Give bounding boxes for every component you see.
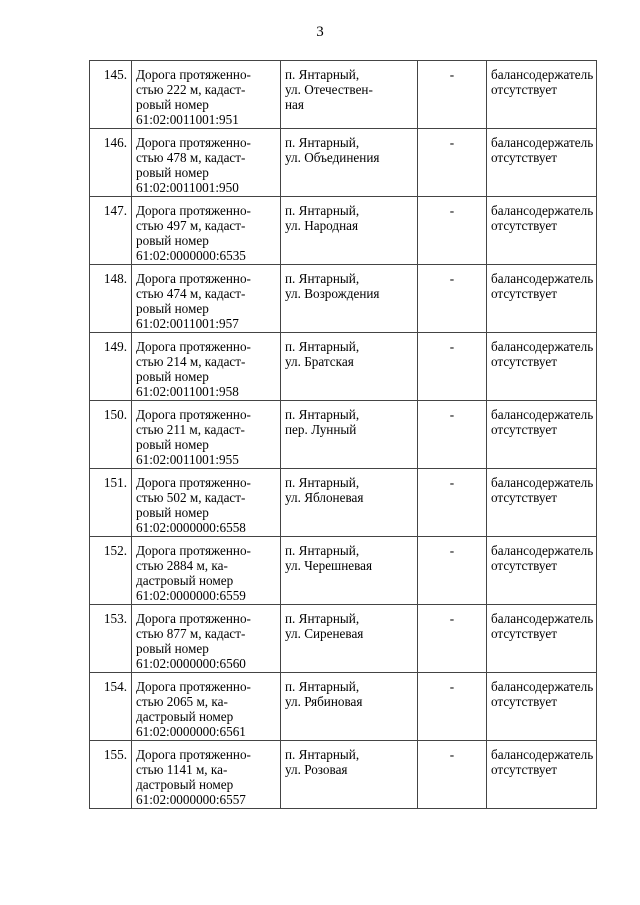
address-cell — [281, 333, 418, 401]
holder-cell — [418, 401, 487, 469]
object-description-line: дастровый номер — [136, 573, 234, 588]
object-description-line: ровый номер — [136, 437, 209, 452]
object-description-line: 61:02:0011001:955 — [136, 452, 239, 467]
note-line: балансодержатель — [491, 135, 594, 150]
holder-cell — [418, 741, 487, 809]
address-line: ул. Народная — [285, 218, 359, 233]
object-description-cell — [132, 197, 281, 265]
holder-dash: - — [449, 543, 455, 558]
object-description-line: Дорога протяженно- — [136, 135, 251, 150]
note-cell — [487, 673, 597, 741]
address-line: п. Янтарный, — [285, 135, 360, 150]
table-row — [90, 333, 597, 401]
object-description-line: Дорога протяженно- — [136, 407, 251, 422]
note-cell — [487, 129, 597, 197]
row-number: 153. — [103, 611, 127, 626]
address-line: ул. Объединения — [285, 150, 380, 165]
row-number-cell — [90, 61, 132, 129]
row-number-cell — [90, 265, 132, 333]
object-description-line: 61:02:0000000:6558 — [136, 520, 246, 535]
note-cell — [487, 401, 597, 469]
holder-dash: - — [449, 135, 455, 150]
page-number: 3 — [316, 24, 324, 40]
note-line: балансодержатель — [491, 679, 594, 694]
note-line: балансодержатель — [491, 339, 594, 354]
object-description-line: ровый номер — [136, 505, 209, 520]
address-line: ул. Отечествен- — [285, 82, 373, 97]
object-description-line: стью 877 м, кадаст- — [136, 626, 246, 641]
object-description-line: Дорога протяженно- — [136, 475, 251, 490]
object-description-line: ровый номер — [136, 641, 209, 656]
object-description-line: Дорога протяженно- — [136, 747, 251, 762]
holder-cell — [418, 129, 487, 197]
address-cell — [281, 605, 418, 673]
table-body — [90, 61, 597, 809]
table-row — [90, 537, 597, 605]
object-description-line: ровый номер — [136, 165, 209, 180]
note-line: отсутствует — [491, 490, 557, 505]
address-cell — [281, 401, 418, 469]
note-line: отсутствует — [491, 354, 557, 369]
holder-cell — [418, 605, 487, 673]
object-description-line: Дорога протяженно- — [136, 611, 251, 626]
note-line: балансодержатель — [491, 543, 594, 558]
table-row — [90, 673, 597, 741]
table-row — [90, 197, 597, 265]
address-line: п. Янтарный, — [285, 611, 360, 626]
object-description-line: стью 502 м, кадаст- — [136, 490, 246, 505]
object-description-line: стью 1141 м, ка- — [136, 762, 228, 777]
holder-dash: - — [449, 679, 455, 694]
address-cell — [281, 673, 418, 741]
object-description-line: Дорога протяженно- — [136, 543, 251, 558]
row-number-cell — [90, 333, 132, 401]
object-description-line: 61:02:0000000:6560 — [136, 656, 246, 671]
note-line: балансодержатель — [491, 203, 594, 218]
object-description-line: стью 497 м, кадаст- — [136, 218, 246, 233]
table-row — [90, 61, 597, 129]
address-cell — [281, 469, 418, 537]
row-number: 146. — [103, 135, 127, 150]
holder-dash: - — [449, 407, 455, 422]
table-row — [90, 401, 597, 469]
table-row — [90, 741, 597, 809]
address-line: ул. Яблоневая — [285, 490, 364, 505]
note-line: балансодержатель — [491, 475, 594, 490]
table-row — [90, 265, 597, 333]
note-line: балансодержатель — [491, 271, 594, 286]
address-line: пер. Лунный — [285, 422, 357, 437]
note-line: отсутствует — [491, 422, 557, 437]
object-description-cell — [132, 673, 281, 741]
row-number: 145. — [103, 67, 127, 82]
object-description-line: стью 2884 м, ка- — [136, 558, 228, 573]
note-line: отсутствует — [491, 694, 557, 709]
address-line: п. Янтарный, — [285, 67, 360, 82]
object-description-line: 61:02:0011001:957 — [136, 316, 239, 331]
object-description-line: дастровый номер — [136, 777, 234, 792]
address-line: п. Янтарный, — [285, 339, 360, 354]
object-description-cell — [132, 537, 281, 605]
address-line: п. Янтарный, — [285, 679, 360, 694]
address-line: ул. Рябиновая — [285, 694, 363, 709]
object-description-line: Дорога протяженно- — [136, 679, 251, 694]
holder-cell — [418, 197, 487, 265]
address-line: п. Янтарный, — [285, 543, 360, 558]
address-line: п. Янтарный, — [285, 475, 360, 490]
object-description-cell — [132, 265, 281, 333]
row-number: 152. — [103, 543, 127, 558]
address-line: п. Янтарный, — [285, 203, 360, 218]
note-cell — [487, 61, 597, 129]
holder-dash: - — [449, 611, 455, 626]
holder-dash: - — [449, 747, 455, 762]
row-number-cell — [90, 673, 132, 741]
holder-cell — [418, 333, 487, 401]
object-description-line: Дорога протяженно- — [136, 203, 251, 218]
row-number: 147. — [103, 203, 127, 218]
note-line: отсутствует — [491, 558, 557, 573]
object-description-cell — [132, 333, 281, 401]
object-description-line: 61:02:0000000:6559 — [136, 588, 246, 603]
object-description-line: дастровый номер — [136, 709, 234, 724]
note-line: отсутствует — [491, 82, 557, 97]
row-number-cell — [90, 469, 132, 537]
note-cell — [487, 605, 597, 673]
note-cell — [487, 741, 597, 809]
row-number-cell — [90, 605, 132, 673]
address-line: ул. Розовая — [285, 762, 348, 777]
row-number-cell — [90, 401, 132, 469]
object-description-cell — [132, 605, 281, 673]
holder-cell — [418, 265, 487, 333]
object-description-cell — [132, 741, 281, 809]
address-line: п. Янтарный, — [285, 747, 360, 762]
table-row — [90, 129, 597, 197]
row-number: 150. — [103, 407, 127, 422]
holder-dash: - — [449, 67, 455, 82]
note-line: отсутствует — [491, 218, 557, 233]
table-row — [90, 605, 597, 673]
object-description-line: стью 474 м, кадаст- — [136, 286, 246, 301]
address-line: ная — [285, 97, 304, 112]
address-cell — [281, 265, 418, 333]
note-line: балансодержатель — [491, 611, 594, 626]
object-description-line: 61:02:0011001:951 — [136, 112, 239, 127]
address-cell — [281, 61, 418, 129]
object-description-line: стью 214 м, кадаст- — [136, 354, 246, 369]
address-cell — [281, 129, 418, 197]
address-line: п. Янтарный, — [285, 407, 360, 422]
address-cell — [281, 197, 418, 265]
object-description-line: 61:02:0000000:6535 — [136, 248, 246, 263]
address-cell — [281, 741, 418, 809]
holder-cell — [418, 673, 487, 741]
note-line: балансодержатель — [491, 67, 594, 82]
object-description-line: 61:02:0000000:6561 — [136, 724, 246, 739]
note-line: балансодержатель — [491, 407, 594, 422]
object-description-cell — [132, 129, 281, 197]
road-registry-table — [89, 60, 597, 809]
object-description-line: 61:02:0000000:6557 — [136, 792, 246, 807]
holder-cell — [418, 537, 487, 605]
object-description-line: 61:02:0011001:950 — [136, 180, 239, 195]
object-description-line: Дорога протяженно- — [136, 271, 251, 286]
note-cell — [487, 537, 597, 605]
row-number: 155. — [103, 747, 127, 762]
table-row — [90, 469, 597, 537]
note-line: отсутствует — [491, 150, 557, 165]
object-description-cell — [132, 61, 281, 129]
address-line: ул. Черешневая — [285, 558, 373, 573]
row-number-cell — [90, 197, 132, 265]
object-description-line: стью 222 м, кадаст- — [136, 82, 246, 97]
object-description-line: ровый номер — [136, 233, 209, 248]
object-description-line: стью 211 м, кадаст- — [136, 422, 245, 437]
row-number-cell — [90, 537, 132, 605]
object-description-line: стью 2065 м, ка- — [136, 694, 228, 709]
address-line: ул. Возрождения — [285, 286, 380, 301]
address-line: п. Янтарный, — [285, 271, 360, 286]
row-number: 154. — [103, 679, 127, 694]
object-description-line: ровый номер — [136, 369, 209, 384]
row-number: 148. — [103, 271, 127, 286]
object-description-cell — [132, 469, 281, 537]
row-number: 151. — [103, 475, 127, 490]
note-cell — [487, 265, 597, 333]
holder-dash: - — [449, 339, 455, 354]
holder-cell — [418, 61, 487, 129]
note-line: отсутствует — [491, 626, 557, 641]
object-description-line: ровый номер — [136, 97, 209, 112]
object-description-line: 61:02:0011001:958 — [136, 384, 239, 399]
object-description-line: Дорога протяженно- — [136, 339, 251, 354]
row-number-cell — [90, 129, 132, 197]
object-description-line: стью 478 м, кадаст- — [136, 150, 246, 165]
row-number-cell — [90, 741, 132, 809]
row-number: 149. — [103, 339, 127, 354]
object-description-line: ровый номер — [136, 301, 209, 316]
address-line: ул. Братская — [285, 354, 354, 369]
note-cell — [487, 197, 597, 265]
holder-dash: - — [449, 475, 455, 490]
note-line: отсутствует — [491, 762, 557, 777]
address-line: ул. Сиреневая — [285, 626, 364, 641]
object-description-line: Дорога протяженно- — [136, 67, 251, 82]
address-cell — [281, 537, 418, 605]
holder-dash: - — [449, 203, 455, 218]
note-cell — [487, 333, 597, 401]
holder-cell — [418, 469, 487, 537]
note-line: отсутствует — [491, 286, 557, 301]
note-line: балансодержатель — [491, 747, 594, 762]
note-cell — [487, 469, 597, 537]
holder-dash: - — [449, 271, 455, 286]
object-description-cell — [132, 401, 281, 469]
